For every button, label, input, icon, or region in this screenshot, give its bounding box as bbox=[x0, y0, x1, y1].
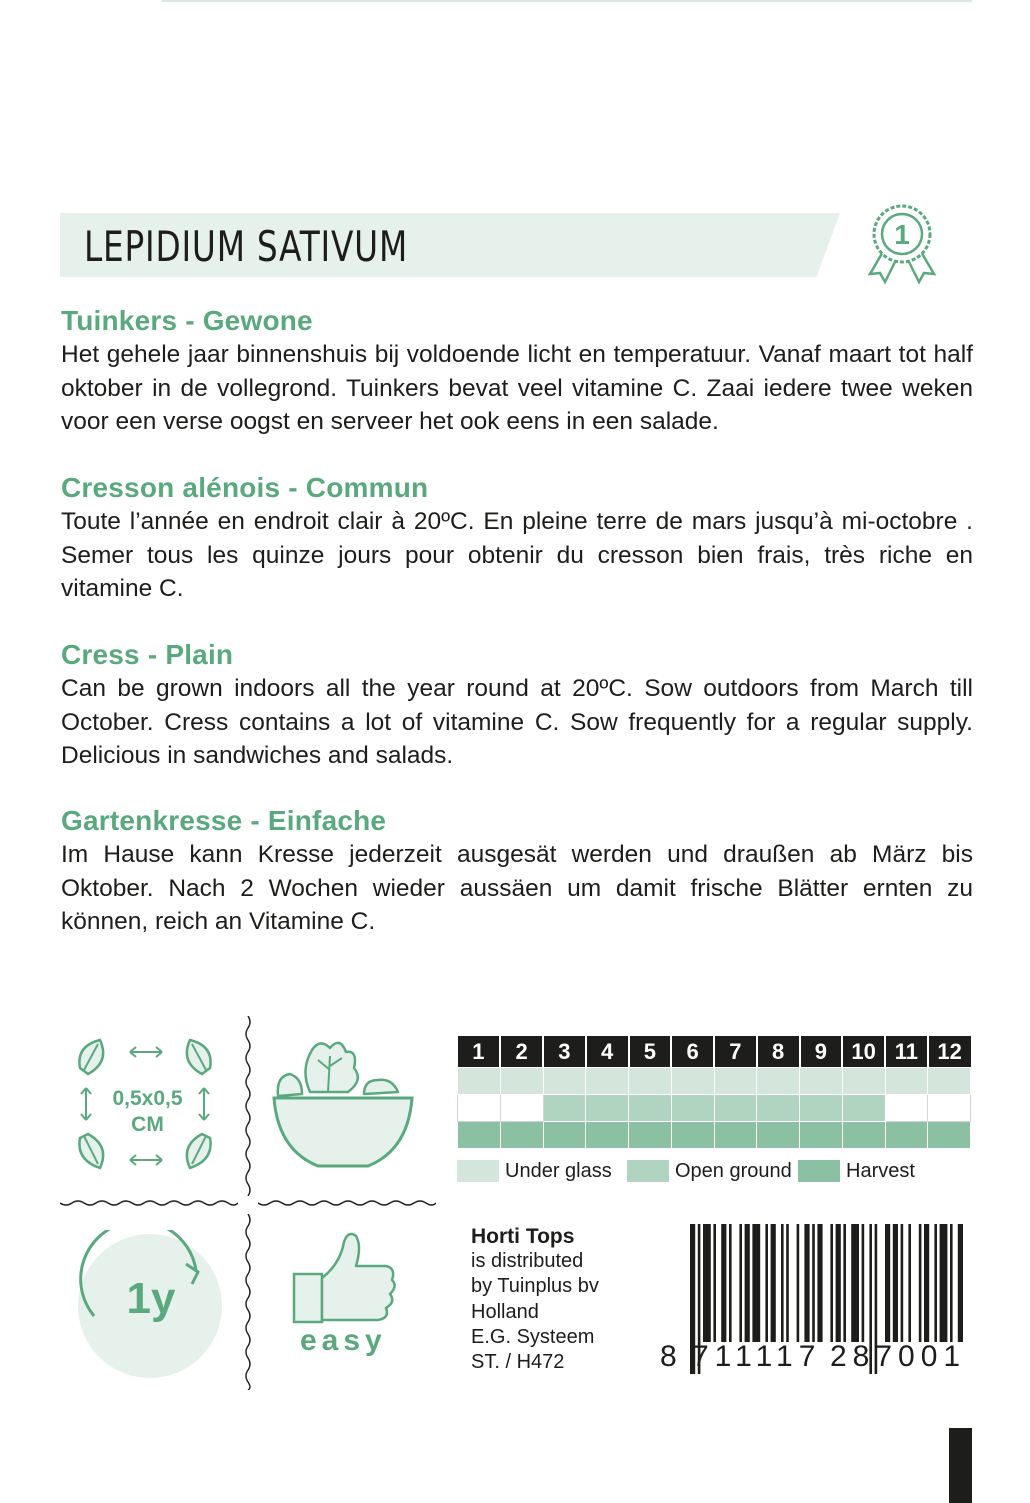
distributor-line: Holland bbox=[471, 1300, 539, 1323]
legend-swatch bbox=[457, 1160, 499, 1182]
wavy-divider-horizontal bbox=[258, 1198, 436, 1208]
month-label: 8 bbox=[757, 1036, 800, 1068]
open-ground-cell bbox=[928, 1095, 971, 1122]
open-ground-cell bbox=[500, 1095, 543, 1122]
barcode-bar bbox=[893, 1224, 898, 1342]
barcode-bar bbox=[729, 1224, 732, 1342]
barcode-bar bbox=[752, 1224, 760, 1342]
barcode-bar bbox=[804, 1224, 809, 1342]
harvest-cell bbox=[586, 1122, 629, 1149]
harvest-cell bbox=[928, 1122, 971, 1149]
spacing-unit: CM bbox=[131, 1113, 164, 1136]
spacing-label bbox=[100, 1086, 195, 1138]
legend-label: Open ground bbox=[675, 1159, 792, 1182]
difficulty-label: easy bbox=[300, 1324, 387, 1357]
wavy-divider-horizontal bbox=[60, 1198, 238, 1208]
month-label: 4 bbox=[586, 1036, 629, 1068]
barcode-bar bbox=[934, 1224, 937, 1342]
under-glass-cell bbox=[800, 1068, 843, 1095]
section-body: Toute l’année en endroit clair à 20ºC. En pleine terre de mars jusqu’à mi-octobre . Semer tous les quinze jours pour obtenir du cresson bien frais, très riche en vitamine C. bbox=[61, 508, 973, 602]
barcode-bar bbox=[739, 1224, 742, 1342]
under-glass-cell bbox=[928, 1068, 971, 1095]
under-glass-cell bbox=[500, 1068, 543, 1095]
under-glass-cell bbox=[543, 1068, 586, 1095]
month-label: 5 bbox=[629, 1036, 672, 1068]
lifecycle-label: 1y bbox=[126, 1274, 176, 1323]
barcode-bar bbox=[843, 1224, 846, 1342]
month-label: 7 bbox=[714, 1036, 757, 1068]
barcode-bar bbox=[713, 1224, 716, 1342]
under-glass-cell bbox=[671, 1068, 714, 1095]
barcode-bar bbox=[851, 1224, 859, 1342]
barcode-bar bbox=[940, 1224, 948, 1342]
under-glass-cell bbox=[586, 1068, 629, 1095]
section-body: Im Hause kann Kresse jederzeit ausgesät werden und draußen ab März bis Oktober. Nach 2 Wochen wieder aussäen um damit frische Blätter ernten zu können, reich an Vitamine C. bbox=[61, 841, 973, 935]
legend-label: Harvest bbox=[846, 1159, 915, 1182]
barcode-lead-digit: 8 bbox=[660, 1340, 677, 1373]
section-dutch bbox=[61, 304, 973, 439]
distributor-line: is distributed bbox=[471, 1250, 584, 1273]
spacing-value: 0,5x0,5 bbox=[112, 1087, 183, 1110]
distributor-info bbox=[471, 1224, 599, 1375]
barcode-bar bbox=[919, 1224, 922, 1342]
barcode-bar bbox=[830, 1224, 833, 1342]
distributor-line: ST. / H472 bbox=[471, 1351, 565, 1374]
distributor-line: by Tuinplus bv bbox=[471, 1275, 599, 1298]
barcode-bar bbox=[745, 1224, 750, 1342]
month-label: 9 bbox=[800, 1036, 843, 1068]
harvest-row bbox=[458, 1122, 971, 1149]
barcode-bar bbox=[781, 1224, 784, 1342]
legend-under-glass bbox=[457, 1158, 612, 1184]
top-divider bbox=[162, 0, 972, 2]
harvest-cell bbox=[458, 1122, 501, 1149]
open-ground-row bbox=[458, 1095, 971, 1122]
wavy-divider-vertical bbox=[243, 1016, 253, 1196]
harvest-cell bbox=[757, 1122, 800, 1149]
barcode-bar bbox=[817, 1224, 822, 1342]
barcode-group-right: 287001 bbox=[830, 1340, 967, 1373]
open-ground-cell bbox=[842, 1095, 885, 1122]
barcode-bar bbox=[950, 1224, 953, 1342]
month-label: 10 bbox=[842, 1036, 885, 1068]
barcode-bar bbox=[958, 1224, 963, 1342]
section-german bbox=[61, 804, 973, 939]
award-number: 1 bbox=[894, 219, 910, 250]
open-ground-cell bbox=[671, 1095, 714, 1122]
open-ground-cell bbox=[629, 1095, 672, 1122]
harvest-cell bbox=[629, 1122, 672, 1149]
under-glass-cell bbox=[629, 1068, 672, 1095]
wavy-divider-vertical bbox=[243, 1214, 253, 1390]
harvest-cell bbox=[543, 1122, 586, 1149]
harvest-cell bbox=[842, 1122, 885, 1149]
barcode-bar bbox=[797, 1224, 800, 1342]
open-ground-cell bbox=[714, 1095, 757, 1122]
harvest-cell bbox=[800, 1122, 843, 1149]
barcode-bar bbox=[908, 1224, 911, 1342]
award-ribbon-icon bbox=[866, 202, 938, 286]
barcode-bar bbox=[765, 1224, 768, 1342]
under-glass-cell bbox=[842, 1068, 885, 1095]
under-glass-cell bbox=[885, 1068, 928, 1095]
section-body: Can be grown indoors all the year round at 20ºC. Sow outdoors from March till October. Cress contains a lot of vitamine C. Sow frequently for a regular supply. Delicious in sandwiches and salads. bbox=[61, 675, 973, 769]
barcode-bar bbox=[786, 1224, 789, 1342]
section-title: Cresson alénois - Commun bbox=[61, 472, 429, 503]
harvest-cell bbox=[714, 1122, 757, 1149]
open-ground-cell bbox=[757, 1095, 800, 1122]
harvest-cell bbox=[885, 1122, 928, 1149]
barcode-bar bbox=[703, 1224, 711, 1342]
under-glass-cell bbox=[757, 1068, 800, 1095]
section-title: Gartenkresse - Einfache bbox=[61, 805, 387, 836]
distributor-line: E.G. Systeem bbox=[471, 1325, 595, 1348]
open-ground-cell bbox=[458, 1095, 501, 1122]
latin-name: LEPIDIUM SATIVUM bbox=[84, 222, 408, 271]
open-ground-cell bbox=[586, 1095, 629, 1122]
salad-bowl-icon bbox=[268, 1030, 418, 1178]
month-header-row bbox=[458, 1036, 971, 1068]
month-label: 3 bbox=[543, 1036, 586, 1068]
legend-label: Under glass bbox=[505, 1159, 612, 1182]
under-glass-cell bbox=[458, 1068, 501, 1095]
section-body: Het gehele jaar binnenshuis bij voldoende licht en temperatuur. Vanaf maart tot half oktober in de vollegrond. Tuinkers bevat veel vitamine C. Zaai iedere twee weken voor een verse oogst en serveer het ook eens in een salade. bbox=[61, 341, 973, 435]
month-label: 11 bbox=[885, 1036, 928, 1068]
under-glass-cell bbox=[714, 1068, 757, 1095]
thumbs-up-icon bbox=[290, 1228, 400, 1328]
legend-swatch bbox=[627, 1160, 669, 1182]
section-english bbox=[61, 638, 973, 773]
open-ground-cell bbox=[800, 1095, 843, 1122]
open-ground-cell bbox=[543, 1095, 586, 1122]
open-ground-cell bbox=[885, 1095, 928, 1122]
barcode-bar bbox=[924, 1224, 929, 1342]
section-title: Tuinkers - Gewone bbox=[61, 305, 313, 336]
barcode-bar bbox=[885, 1224, 890, 1342]
legend-harvest bbox=[798, 1158, 915, 1184]
barcode-bar bbox=[836, 1224, 841, 1342]
section-french bbox=[61, 471, 973, 606]
barcode-bar bbox=[901, 1224, 904, 1342]
harvest-cell bbox=[500, 1122, 543, 1149]
barcode-bar bbox=[771, 1224, 776, 1342]
month-label: 1 bbox=[458, 1036, 501, 1068]
sowing-calendar bbox=[457, 1036, 971, 1149]
brand-name: Horti Tops bbox=[471, 1225, 575, 1248]
legend-open-ground bbox=[627, 1158, 792, 1184]
barcode-bar bbox=[721, 1224, 726, 1342]
section-title: Cress - Plain bbox=[61, 639, 234, 670]
barcode-bar bbox=[862, 1224, 865, 1342]
under-glass-row bbox=[458, 1068, 971, 1095]
legend-swatch bbox=[798, 1160, 840, 1182]
barcode-group-left: 711117 bbox=[692, 1340, 822, 1373]
month-label: 12 bbox=[928, 1036, 971, 1068]
registration-mark bbox=[949, 1428, 972, 1503]
month-label: 2 bbox=[500, 1036, 543, 1068]
month-label: 6 bbox=[671, 1036, 714, 1068]
harvest-cell bbox=[671, 1122, 714, 1149]
barcode-bar bbox=[812, 1224, 815, 1342]
